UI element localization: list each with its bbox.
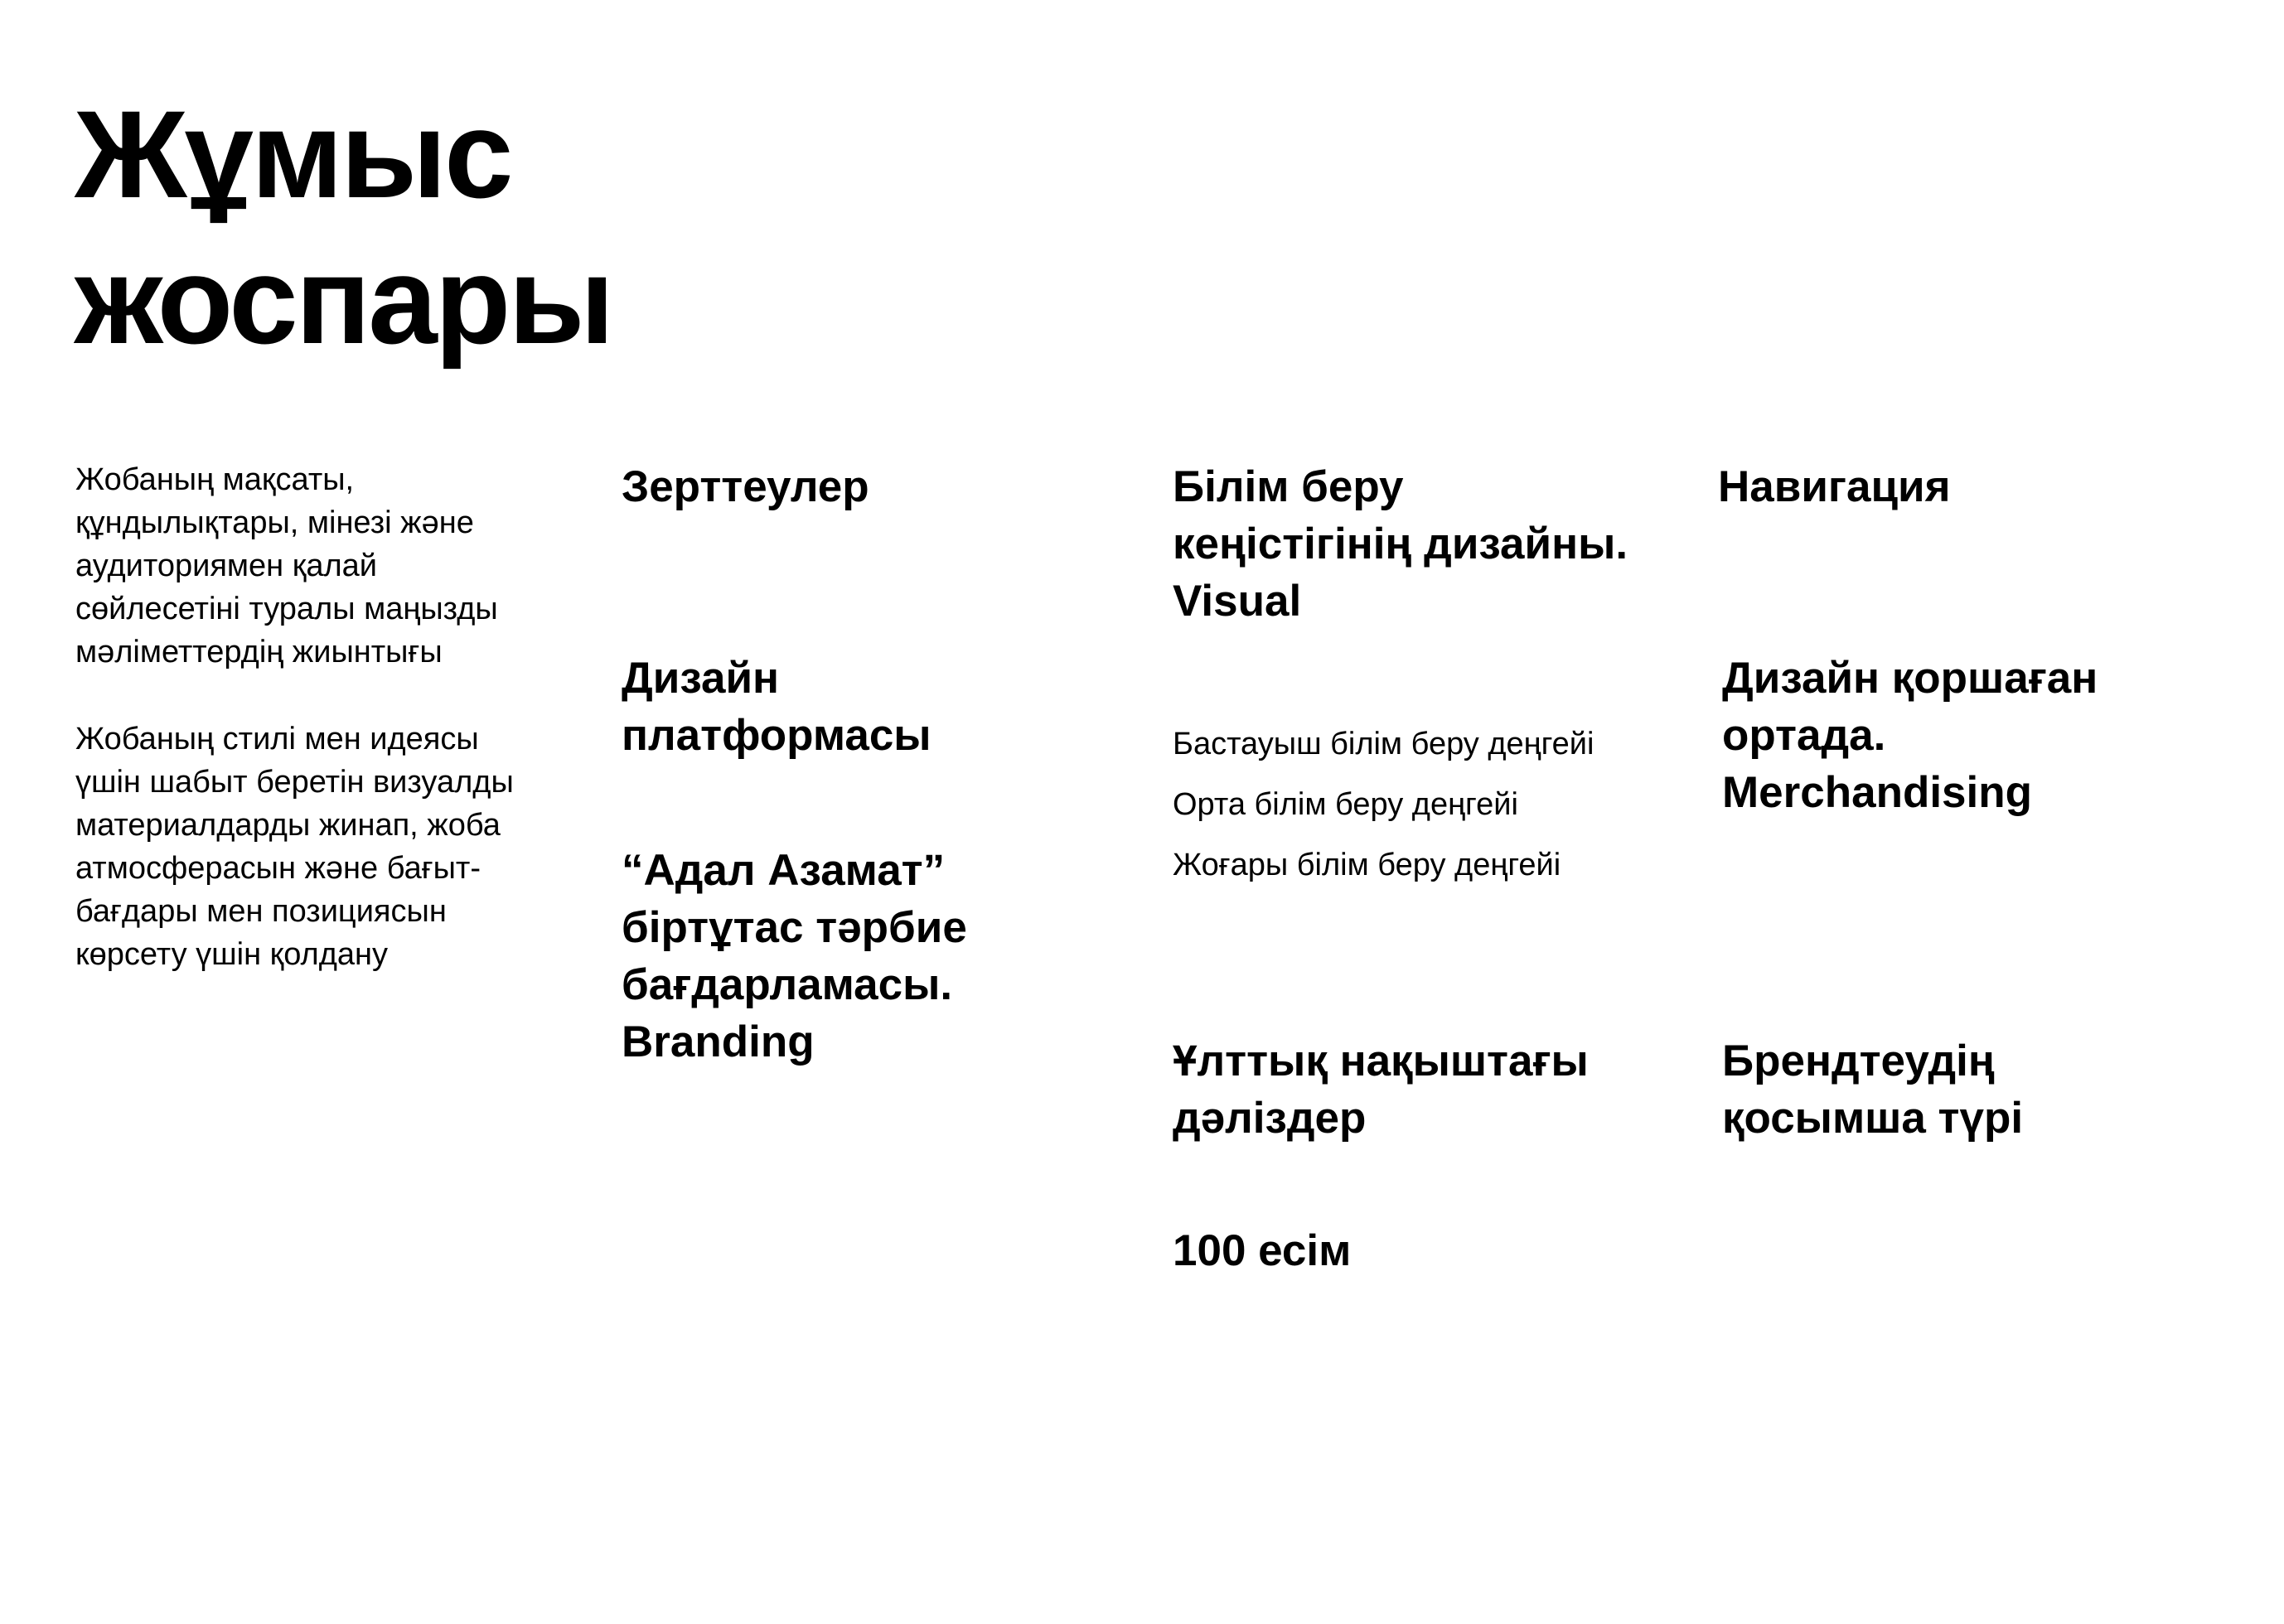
- heading-research: Зерттеулер: [622, 462, 869, 511]
- heading-program-branding: “Адал Азамат” біртұтас тәрбие бағдарламасы. Branding: [622, 846, 967, 1066]
- heading-platform-design: Дизайн платформасы: [622, 654, 932, 760]
- education-level-secondary: Орта білім беру деңгейі: [1173, 787, 1518, 822]
- heading-space-design: Білім беру кеңістігінің дизайны. Visual: [1173, 462, 1628, 626]
- intro-paragraph-style: Жобаның стилі мен идеясы үшін шабыт беретін визуалды материалдарды жинап, жоба атмосферасын және бағыт- бағдары мен позициясын көрсету үшін қолдану: [75, 722, 514, 972]
- page-title: Жұмыс жоспары: [75, 85, 612, 370]
- heading-100-names: 100 есім: [1173, 1226, 1352, 1275]
- heading-national-corridors: Ұлттық нақыштағы дәліздер: [1173, 1037, 1589, 1143]
- heading-environment-design: Дизайн қоршаған ортада. Merchandising: [1722, 654, 2098, 817]
- education-level-primary: Бастауыш білім беру деңгейі: [1173, 727, 1594, 761]
- heading-navigation: Навигация: [1718, 462, 1951, 511]
- education-level-higher: Жоғары білім беру деңгейі: [1173, 848, 1561, 882]
- heading-additional-branding: Брендтеудің қосымша түрі: [1722, 1037, 2024, 1143]
- education-levels-list: [1173, 714, 1594, 896]
- intro-paragraph-goals: Жобаның мақсаты, құндылықтары, мінезі және аудиториямен қалай сөйлесетіні туралы маңызды мәліметтердің жиынтығы: [75, 462, 498, 669]
